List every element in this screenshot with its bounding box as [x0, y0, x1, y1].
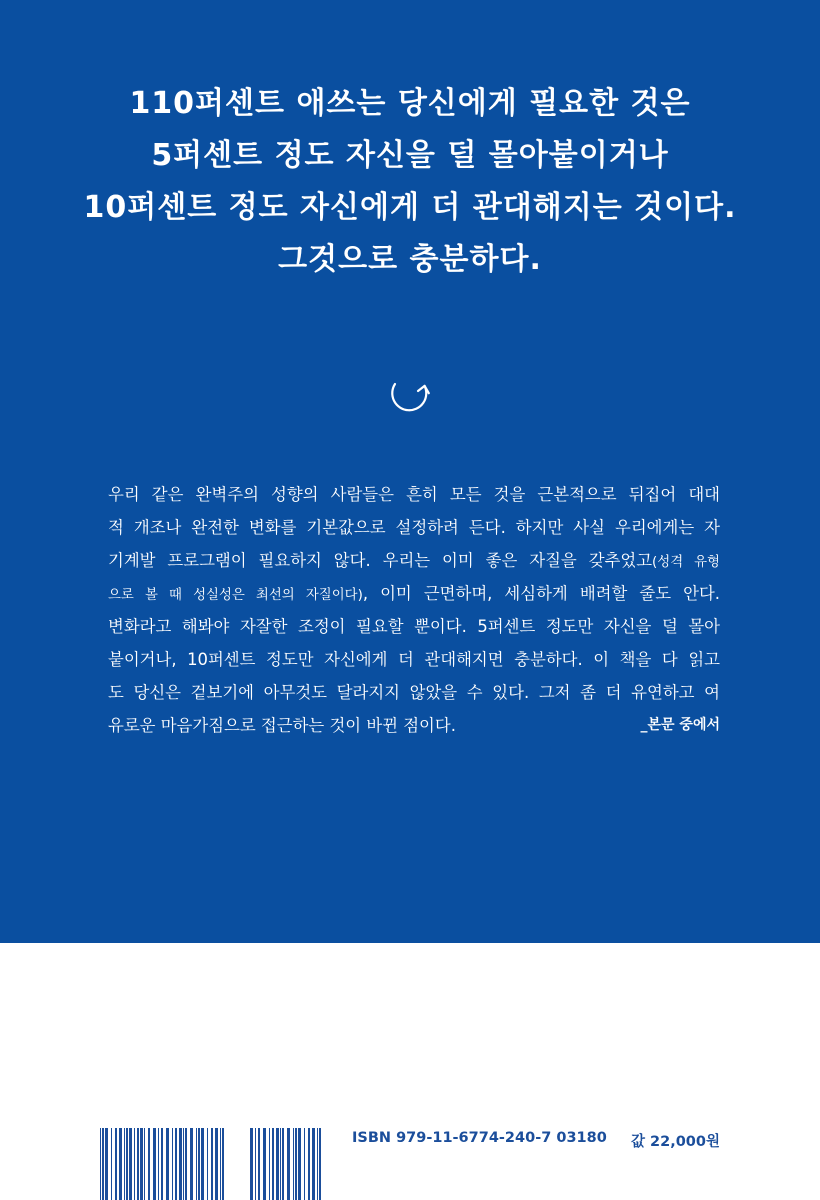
- barcode-bar: [148, 1128, 150, 1200]
- headline-line: 5퍼센트 정도 자신을 덜 몰아붙이거나: [151, 138, 669, 173]
- barcode-bar: [153, 1128, 156, 1200]
- headline-line: 그것으로 충분하다.: [278, 242, 542, 277]
- barcode-bar: [255, 1128, 256, 1200]
- barcode-graphic: [100, 1128, 322, 1200]
- headline-line: 10퍼센트 정도 자신에게 더 관대해지는 것이다.: [83, 190, 737, 225]
- barcode-bar: [312, 1128, 315, 1200]
- headline: [0, 78, 820, 286]
- barcode-bar: [250, 1128, 253, 1200]
- book-price: 값 22,000원: [630, 1134, 720, 1150]
- excerpt-segment: 유로운 마음가짐으로 접근하는 것이 바뀐 점이다.: [108, 716, 456, 735]
- excerpt-line: [108, 709, 720, 742]
- barcode-bar: [134, 1128, 135, 1200]
- barcode-bar: [111, 1128, 112, 1200]
- barcode-bar: [100, 1128, 101, 1200]
- barcode-bar: [126, 1128, 128, 1200]
- barcode-bar: [190, 1128, 193, 1200]
- barcode-bar: [198, 1128, 200, 1200]
- barcode-bar: [287, 1128, 290, 1200]
- barcode-bar: [272, 1128, 274, 1200]
- excerpt-parenthetical: (성격 유형: [652, 555, 720, 570]
- barcode-bar: [319, 1128, 321, 1200]
- barcode-bar: [158, 1128, 159, 1200]
- excerpt-line: [108, 544, 720, 577]
- barcode-bar: [144, 1128, 145, 1200]
- barcode-bar: [317, 1128, 318, 1200]
- barcode-bar: [102, 1128, 104, 1200]
- barcode-bar: [105, 1128, 108, 1200]
- barcode-bar: [161, 1128, 163, 1200]
- barcode-bar: [201, 1128, 204, 1200]
- barcode-bar: [263, 1128, 266, 1200]
- headline-line: 110퍼센트 애쓰는 당신에게 필요한 것은: [129, 86, 691, 121]
- barcode-bar: [282, 1128, 284, 1200]
- barcode-bar: [211, 1128, 213, 1200]
- barcode-bar: [185, 1128, 187, 1200]
- barcode-bar: [207, 1128, 208, 1200]
- barcode-bar: [258, 1128, 260, 1200]
- barcode-bar: [215, 1128, 218, 1200]
- barcode-bar: [137, 1128, 139, 1200]
- barcode-bar: [166, 1128, 169, 1200]
- barcode-bar: [222, 1128, 224, 1200]
- barcode-bar: [183, 1128, 184, 1200]
- barcode-bar: [220, 1128, 221, 1200]
- isbn-number: ISBN 979-11-6774-240-7 03180: [352, 1130, 607, 1146]
- barcode-bar: [179, 1128, 182, 1200]
- refresh-arrow-icon: [384, 372, 434, 422]
- barcode-bar: [140, 1128, 143, 1200]
- barcode-bar: [269, 1128, 270, 1200]
- barcode-bar: [293, 1128, 294, 1200]
- barcode-bar: [276, 1128, 279, 1200]
- excerpt-line: 붙이거나, 10퍼센트 정도만 자신에게 더 관대해지면 충분하다. 이 책을 다 읽고: [108, 650, 720, 669]
- excerpt-line: 적 개조나 완전한 변화를 기본값으로 설정하려 든다. 하지만 사실 우리에게는 자: [108, 518, 720, 537]
- excerpt-segment: , 이미 근면하며, 세심하게 배려할 줄도 안다.: [362, 584, 720, 603]
- barcode-bar: [129, 1128, 132, 1200]
- barcode-bar: [124, 1128, 125, 1200]
- excerpt-line: 변화라고 해봐야 자잘한 조정이 필요할 뿐이다. 5퍼센트 정도만 자신을 덜 몰아: [108, 617, 720, 636]
- excerpt-source: _본문 중에서: [640, 717, 720, 733]
- excerpt-segment: 기계발 프로그램이 필요하지 않다. 우리는 이미 좋은 자질을 갖추었고: [108, 551, 653, 570]
- barcode-bar: [175, 1128, 177, 1200]
- barcode-bar: [280, 1128, 281, 1200]
- barcode-bar: [298, 1128, 301, 1200]
- excerpt-line: 우리 같은 완벽주의 성향의 사람들은 흔히 모든 것을 근본적으로 뒤집어 대대: [108, 485, 720, 504]
- excerpt-text: [108, 478, 720, 742]
- barcode-bar: [172, 1128, 173, 1200]
- barcode-bar: [115, 1128, 117, 1200]
- excerpt-line: [108, 577, 720, 610]
- barcode-bar: [295, 1128, 297, 1200]
- excerpt-line: 도 당신은 겉보기에 아무것도 달라지지 않았을 수 있다. 그저 좀 더 유연하고 여: [108, 683, 720, 702]
- barcode-bar: [196, 1128, 197, 1200]
- excerpt-parenthetical: 으로 볼 때 성실성은 최선의 자질이다): [108, 588, 363, 603]
- barcode-bar: [308, 1128, 310, 1200]
- barcode-bar: [119, 1128, 122, 1200]
- barcode-bar: [304, 1128, 305, 1200]
